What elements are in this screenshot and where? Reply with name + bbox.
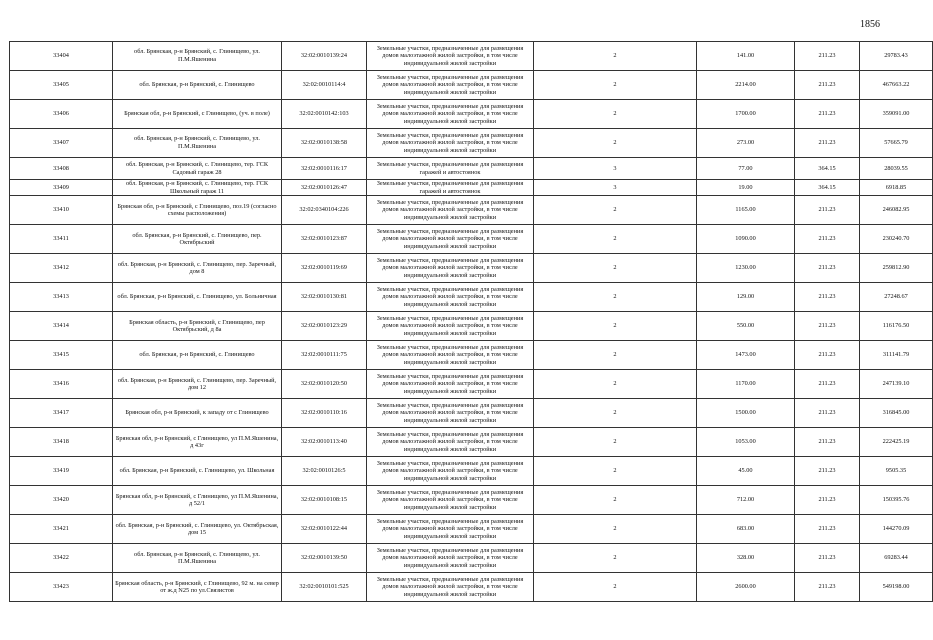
record-number-cell: 33409 [10,180,113,196]
address-cell: обл. Брянская, р-н Брянский, с. Глинищево, пер. Октябрьский [113,225,282,254]
table-row [10,312,933,341]
group-cell: 2 [534,71,697,100]
record-number-cell: 33416 [10,370,113,399]
land-use-cell: Земельные участки, предназначенные для размещения домов малоэтажной жилой застройки, в том числе индивидуальной жилой застройки [367,428,534,457]
land-use-cell: Земельные участки, предназначенные для размещения домов малоэтажной жилой застройки, в том числе индивидуальной жилой застройки [367,71,534,100]
group-cell: 2 [534,341,697,370]
area-cell: 45.00 [697,457,795,486]
address-cell: Брянская обл, р-н Брянский, с Глинищево, ул П.М.Яшенина, д 43г [113,428,282,457]
group-cell: 2 [534,370,697,399]
cadastral-value-cell: 6918.85 [860,180,933,196]
group-cell: 2 [534,544,697,573]
cadastral-number-cell: 32:02:0010111:75 [282,341,367,370]
cadastral-value-cell: 144270.09 [860,515,933,544]
specific-value-cell: 211.23 [795,457,860,486]
table-row [10,71,933,100]
table-row [10,100,933,129]
group-cell: 2 [534,399,697,428]
record-number-cell: 33413 [10,283,113,312]
area-cell: 1170.00 [697,370,795,399]
area-cell: 550.00 [697,312,795,341]
cadastral-number-cell: 32:02:0010126:5 [282,457,367,486]
record-number-cell: 33417 [10,399,113,428]
area-cell: 141.00 [697,42,795,71]
cadastral-number-cell: 32:02:0010108:15 [282,486,367,515]
area-cell: 77.00 [697,158,795,180]
cadastral-value-cell: 116176.50 [860,312,933,341]
cadastral-number-cell: 32:02:0010142:103 [282,100,367,129]
cadastral-value-cell: 222425.19 [860,428,933,457]
land-use-cell: Земельные участки, предназначенные для размещения домов малоэтажной жилой застройки, в том числе индивидуальной жилой застройки [367,129,534,158]
group-cell: 2 [534,129,697,158]
address-cell: Брянская область, р-н Брянский, с Глинищево, пер Октябрьский, д 8а [113,312,282,341]
group-cell: 2 [534,457,697,486]
cadastral-number-cell: 32:02:0010119:69 [282,254,367,283]
specific-value-cell: 211.23 [795,100,860,129]
table-row [10,341,933,370]
cadastral-number-cell: 32:02:0010122:44 [282,515,367,544]
address-cell: обл. Брянская, р-н Брянский, с. Глинищево, ул. Школьная [113,457,282,486]
specific-value-cell: 211.23 [795,312,860,341]
cadastral-number-cell: 32:02:0010126:47 [282,180,367,196]
table-row [10,283,933,312]
table-row [10,254,933,283]
land-use-cell: Земельные участки, предназначенные для размещения гаражей и автостоянок [367,158,534,180]
area-cell: 2600.00 [697,573,795,602]
table-row [10,42,933,71]
area-cell: 1230.00 [697,254,795,283]
record-number-cell: 33407 [10,129,113,158]
address-cell: Брянская обл, р-н Брянский, с Глинищево, поз.19 (согласно схемы расположения) [113,196,282,225]
cadastral-value-cell: 359091.00 [860,100,933,129]
land-use-cell: Земельные участки, предназначенные для размещения домов малоэтажной жилой застройки, в том числе индивидуальной жилой застройки [367,457,534,486]
cadastral-value-cell: 259812.90 [860,254,933,283]
table-row [10,544,933,573]
specific-value-cell: 211.23 [795,196,860,225]
table-body [10,42,933,602]
group-cell: 2 [534,225,697,254]
table-row [10,225,933,254]
specific-value-cell: 211.23 [795,129,860,158]
group-cell: 2 [534,100,697,129]
land-use-cell: Земельные участки, предназначенные для размещения домов малоэтажной жилой застройки, в том числе индивидуальной жилой застройки [367,544,534,573]
table-row [10,428,933,457]
table-row [10,158,933,180]
area-cell: 712.00 [697,486,795,515]
cadastral-number-cell: 32:02:0010139:24 [282,42,367,71]
record-number-cell: 33415 [10,341,113,370]
cadastral-number-cell: 32:02:0010114:4 [282,71,367,100]
table-row [10,196,933,225]
land-use-cell: Земельные участки, предназначенные для размещения домов малоэтажной жилой застройки, в том числе индивидуальной жилой застройки [367,254,534,283]
group-cell: 2 [534,254,697,283]
land-use-cell: Земельные участки, предназначенные для размещения домов малоэтажной жилой застройки, в том числе индивидуальной жилой застройки [367,486,534,515]
cadastral-number-cell: 32:02:0010139:50 [282,544,367,573]
page-number: 1856 [860,19,880,30]
area-cell: 683.00 [697,515,795,544]
group-cell: 2 [534,428,697,457]
record-number-cell: 33405 [10,71,113,100]
land-use-cell: Земельные участки, предназначенные для размещения домов малоэтажной жилой застройки, в том числе индивидуальной жилой застройки [367,196,534,225]
cadastral-value-cell: 150395.76 [860,486,933,515]
area-cell: 2214.00 [697,71,795,100]
table-row [10,573,933,602]
area-cell: 1700.00 [697,100,795,129]
specific-value-cell: 211.23 [795,42,860,71]
land-use-cell: Земельные участки, предназначенные для размещения домов малоэтажной жилой застройки, в том числе индивидуальной жилой застройки [367,42,534,71]
address-cell: обл. Брянская, р-н Брянский, с. Глинищево, ул. Больничная [113,283,282,312]
group-cell: 2 [534,312,697,341]
specific-value-cell: 364.15 [795,158,860,180]
record-number-cell: 33412 [10,254,113,283]
specific-value-cell: 211.23 [795,573,860,602]
record-number-cell: 33404 [10,42,113,71]
address-cell: Брянская обл, р-н Брянский, с Глинищево, (уч. в поле) [113,100,282,129]
table-row [10,515,933,544]
table-row [10,399,933,428]
cadastral-value-cell: 27248.67 [860,283,933,312]
cadastral-value-cell: 29783.43 [860,42,933,71]
land-use-cell: Земельные участки, предназначенные для размещения гаражей и автостоянок [367,180,534,196]
table-row [10,180,933,196]
specific-value-cell: 211.23 [795,544,860,573]
land-use-cell: Земельные участки, предназначенные для размещения домов малоэтажной жилой застройки, в том числе индивидуальной жилой застройки [367,225,534,254]
specific-value-cell: 211.23 [795,428,860,457]
cadastral-value-cell: 69283.44 [860,544,933,573]
cadastral-number-cell: 32:02:0010116:17 [282,158,367,180]
specific-value-cell: 211.23 [795,71,860,100]
group-cell: 2 [534,515,697,544]
area-cell: 1500.00 [697,399,795,428]
cadastral-value-cell: 311141.79 [860,341,933,370]
address-cell: обл. Брянская, р-н Брянский, с. Глинищево, пер. Заречный, дом 8 [113,254,282,283]
record-number-cell: 33423 [10,573,113,602]
specific-value-cell: 211.23 [795,341,860,370]
cadastral-number-cell: 32:02:0010138:58 [282,129,367,158]
record-number-cell: 33406 [10,100,113,129]
table-row [10,486,933,515]
specific-value-cell: 211.23 [795,254,860,283]
cadastral-value-cell: 246082.95 [860,196,933,225]
group-cell: 2 [534,486,697,515]
area-cell: 1473.00 [697,341,795,370]
specific-value-cell: 364.15 [795,180,860,196]
land-use-cell: Земельные участки, предназначенные для размещения домов малоэтажной жилой застройки, в том числе индивидуальной жилой застройки [367,312,534,341]
table-row [10,129,933,158]
cadastral-number-cell: 32:02:0010110:16 [282,399,367,428]
cadastral-number-cell: 32:02:0010101:525 [282,573,367,602]
land-use-cell: Земельные участки, предназначенные для размещения домов малоэтажной жилой застройки, в том числе индивидуальной жилой застройки [367,100,534,129]
address-cell: обл. Брянская, р-н Брянский, с. Глинищево, ул. П.М.Яшенина [113,129,282,158]
address-cell: обл. Брянская, р-н Брянский, с. Глинищево [113,341,282,370]
cadastral-value-cell: 467663.22 [860,71,933,100]
land-use-cell: Земельные участки, предназначенные для размещения домов малоэтажной жилой застройки, в том числе индивидуальной жилой застройки [367,515,534,544]
record-number-cell: 33422 [10,544,113,573]
cadastral-number-cell: 32:02:0010130:81 [282,283,367,312]
address-cell: обл. Брянская, р-н Брянский, с. Глинищево, ул. П.М.Яшенина [113,544,282,573]
specific-value-cell: 211.23 [795,370,860,399]
group-cell: 2 [534,283,697,312]
area-cell: 328.00 [697,544,795,573]
specific-value-cell: 211.23 [795,486,860,515]
record-number-cell: 33410 [10,196,113,225]
specific-value-cell: 211.23 [795,399,860,428]
cadastral-value-cell: 549198.00 [860,573,933,602]
group-cell: 2 [534,196,697,225]
table-row [10,370,933,399]
record-number-cell: 33420 [10,486,113,515]
area-cell: 273.00 [697,129,795,158]
land-use-cell: Земельные участки, предназначенные для размещения домов малоэтажной жилой застройки, в том числе индивидуальной жилой застройки [367,370,534,399]
land-use-cell: Земельные участки, предназначенные для размещения домов малоэтажной жилой застройки, в том числе индивидуальной жилой застройки [367,283,534,312]
address-cell: Брянская область, р-н Брянский, с Глинищево, 92 м. на север от ж.д N25 по ул.Связистов [113,573,282,602]
land-use-cell: Земельные участки, предназначенные для размещения домов малоэтажной жилой застройки, в том числе индивидуальной жилой застройки [367,341,534,370]
address-cell: обл. Брянская, р-н Брянский, с. Глинищево, ул. П.М.Яшенина [113,42,282,71]
address-cell: обл. Брянская, р-н Брянский, с. Глинищево, пер. Заречный, дом 12 [113,370,282,399]
cadastral-value-cell: 9505.35 [860,457,933,486]
address-cell: Брянская обл, р-н Брянский, с Глинищево, ул П.М.Яшенина, д 52/1 [113,486,282,515]
address-cell: обл. Брянская, р-н Брянский, с. Глинищево [113,71,282,100]
record-number-cell: 33418 [10,428,113,457]
address-cell: Брянская обл, р-н Брянский, к западу от с Глинищево [113,399,282,428]
cadastral-value-cell: 28039.55 [860,158,933,180]
cadastral-number-cell: 32:02:0340104:226 [282,196,367,225]
group-cell: 3 [534,180,697,196]
address-cell: обл. Брянская, р-н Брянский, с. Глинищево, тер. ГСК Садовый гараж 28 [113,158,282,180]
land-use-cell: Земельные участки, предназначенные для размещения домов малоэтажной жилой застройки, в том числе индивидуальной жилой застройки [367,399,534,428]
cadastral-number-cell: 32:02:0010120:50 [282,370,367,399]
cadastral-number-cell: 32:02:0010113:40 [282,428,367,457]
address-cell: обл. Брянская, р-н Брянский, с. Глинищево, ул. Октябрьская, дом 15 [113,515,282,544]
specific-value-cell: 211.23 [795,515,860,544]
area-cell: 129.00 [697,283,795,312]
area-cell: 1053.00 [697,428,795,457]
cadastral-value-cell: 247139.10 [860,370,933,399]
group-cell: 3 [534,158,697,180]
area-cell: 1090.00 [697,225,795,254]
area-cell: 1165.00 [697,196,795,225]
area-cell: 19.00 [697,180,795,196]
specific-value-cell: 211.23 [795,283,860,312]
table-row [10,457,933,486]
record-number-cell: 33411 [10,225,113,254]
cadastral-number-cell: 32:02:0010123:29 [282,312,367,341]
cadastral-value-cell: 57665.79 [860,129,933,158]
group-cell: 2 [534,573,697,602]
land-use-cell: Земельные участки, предназначенные для размещения домов малоэтажной жилой застройки, в том числе индивидуальной жилой застройки [367,573,534,602]
cadastral-value-table [9,41,933,602]
cadastral-number-cell: 32:02:0010123:87 [282,225,367,254]
address-cell: обл. Брянская, р-н Брянский, с. Глинищево, тер. ГСК Школьный гараж 11 [113,180,282,196]
specific-value-cell: 211.23 [795,225,860,254]
cadastral-value-cell: 316845.00 [860,399,933,428]
group-cell: 2 [534,42,697,71]
cadastral-value-cell: 230240.70 [860,225,933,254]
record-number-cell: 33414 [10,312,113,341]
record-number-cell: 33408 [10,158,113,180]
record-number-cell: 33419 [10,457,113,486]
record-number-cell: 33421 [10,515,113,544]
